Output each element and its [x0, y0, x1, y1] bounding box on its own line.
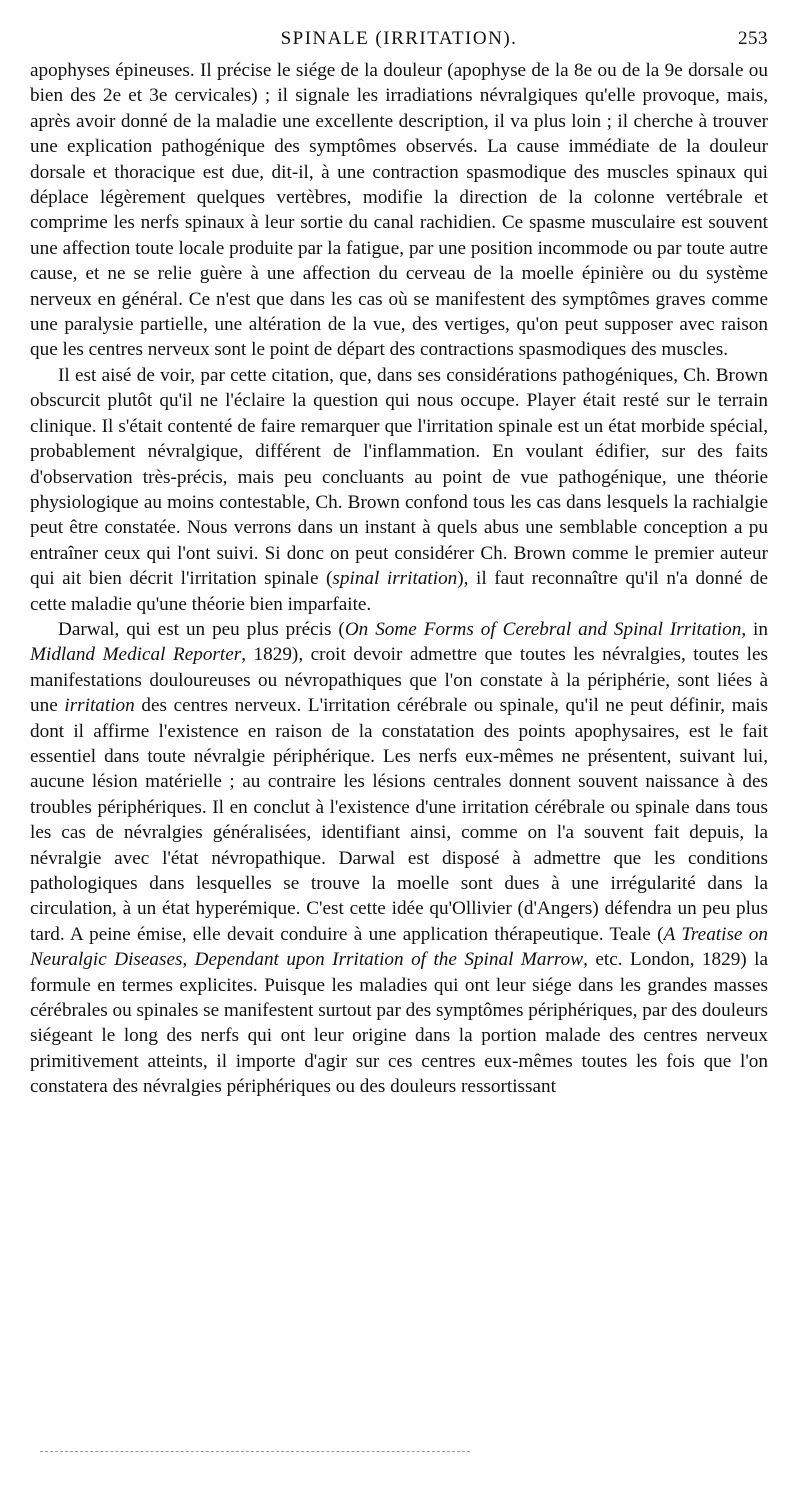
paragraph-2-text-a: Il est aisé de voir, par cette citation, que, dans ses considérations pathogéniques, Ch. Brown obscurcit plutôt qu'il ne l'éclaire la question qui nous occupe. Player était resté sur le terrain clinique. Il s'était contenté de faire remarquer que l'irritation spinale est un état morbide spécial, probablement névralgique, différent de l'inflammation. En voulant édifier, sur des faits d'observation très-précis, mais peu concluants au point de vue pathogénique, une théorie physiologique au moins contestable, Ch. Brown confond tous les cas dans lesquels la rachialgie peut être constatée. Nous verrons dans un instant à quels abus une semblable conception a pu entraîner ceux qui l'ont suivi. Si donc on peut considérer Ch. Brown comme le premier auteur qui ait bien décrit l'irritation spinale (	[30, 364, 768, 590]
body-text	[30, 58, 768, 1100]
paragraph-3-text-a: Darwal, qui est un peu plus précis (	[58, 618, 345, 640]
page-number: 253	[738, 28, 768, 49]
paragraph-3-italic-darwal-title: On Some Forms of Cerebral and Spinal Irritation	[344, 618, 742, 640]
book-page	[30, 28, 768, 1100]
paragraph-1	[30, 58, 768, 363]
page-header	[30, 28, 768, 58]
paragraph-3-text-d: des centres nerveux. L'irritation cérébrale ou spinale, qu'il ne peut définir, mais dont il affirme l'existence en raison de la constatation des points apophysaires, est le fait essentiel dans toute névralgie périphérique. Les nerfs eux-mêmes ne présentent, suivant lui, aucune lésion matérielle ; au contraire les lésions centrales donnent souvent naissance à des troubles périphériques. Il en conclut à l'existence d'une irritation cérébrale ou spinale dans tous les cas de névralgies généralisées, identifiant ainsi, comme on l'a souvent fait depuis, la névralgie avec l'état névropathique. Darwal est disposé à admettre que les conditions pathologiques dans lesquelles se trouve la moelle sont dues à une irrégularité dans la circulation, à un état hyperémique. C'est cette idée qu'Ollivier (d'Angers) défendra un peu plus tard. A peine émise, elle devait conduire à une application thérapeutique. Teale (	[30, 695, 768, 945]
paragraph-2	[30, 363, 768, 617]
paragraph-2-text-b: ), il faut reconnaître qu'il n'a donné de cette maladie qu'une théorie bien imparfaite.	[30, 568, 769, 615]
footer-dashed-rule	[40, 1451, 470, 1452]
running-title: SPINALE (IRRITATION).	[280, 28, 518, 49]
paragraph-2-italic-spinal-irritation: spinal irritation	[332, 568, 458, 590]
paragraph-3	[30, 617, 768, 1100]
paragraph-3-text-c: , 1829), croit devoir admettre que toutes les névralgies, toutes les manifestations douloureuses ou névropathiques que l'on constate à la périphérie, sont liées à une	[30, 644, 768, 717]
paragraph-3-italic-irritation: irritation	[64, 695, 135, 717]
paragraph-3-text-b: , in	[741, 618, 768, 640]
paragraph-3-text-e: , etc. London, 1829) la formule en termes explicites. Puisque les maladies qui ont leur siége dans les grandes masses cérébrales ou spinales se manifestent surtout par des symptômes périphériques, par des douleurs siégeant le long des nerfs qui ont leur origine dans la portion malade des centres nerveux primitivement atteints, il importe d'agir sur ces centres eux-mêmes toutes les fois que l'on constatera des névralgies périphériques ou des douleurs ressortissant	[30, 949, 768, 1098]
paragraph-1-text: apophyses épineuses. Il précise le siége de la douleur (apophyse de la 8e ou de la 9e dorsale ou bien des 2e et 3e cervicales) ; il signale les irradiations névralgiques qu'elle provoque, mais, après avoir donné de la maladie une excellente description, il va plus loin ; il cherche à trouver une explication pathogénique des symptômes observés. La cause immédiate de la douleur dorsale et thoracique est due, dit-il, à une contraction spasmodique des muscles spinaux qui déplace légèrement quelques vertèbres, modifie la direction de la colonne vertébrale et comprime les nerfs spinaux à leur sortie du canal rachidien. Ce spasme musculaire est souvent une affection toute locale produite par la fatigue, par une position incommode ou par toute autre cause, et ne se relie guère à une affection du cerveau de la moelle épinière ou du système nerveux en général. Ce n'est que dans les cas où se manifestent des symptômes graves comme une paralysie partielle, une altération de la vue, des vertiges, qu'on peut supposer avec raison que les centres nerveux sont le point de départ des contractions spasmodiques des muscles.	[30, 60, 768, 361]
paragraph-3-italic-journal: Midland Medical Reporter	[30, 644, 242, 666]
paragraph-3-italic-teale-title: A Treatise on Neuralgic Diseases, Dependant upon Irritation of the Spinal Marrow	[30, 923, 768, 971]
